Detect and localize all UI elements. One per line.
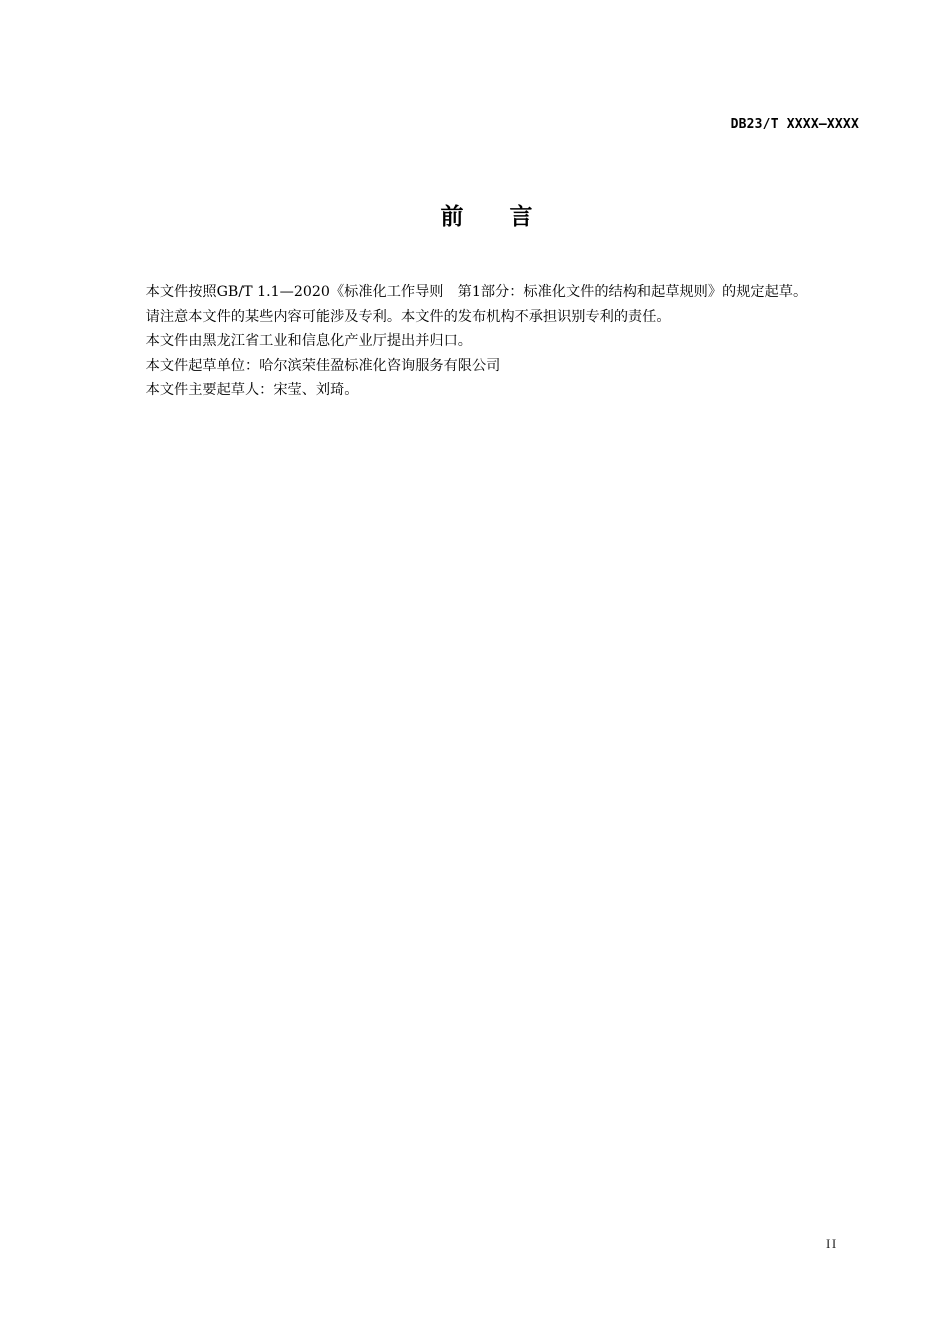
- document-code: DB23/T XXXX—XXXX: [730, 117, 859, 132]
- preface-paragraph-drafters: 本文件主要起草人：宋莹、刘琦。: [145, 382, 359, 398]
- preface-paragraph-proposer: 本文件由黑龙江省工业和信息化产业厅提出并归口。: [145, 333, 472, 349]
- preface-paragraph-drafting-rules: 本文件按照GB/T 1.1—2020《标准化工作导则 第1部分：标准化文件的结构和起草规则》的规定起草。: [145, 284, 808, 300]
- page-number: II: [826, 1236, 838, 1251]
- preface-body: [113, 280, 861, 403]
- preface-paragraph-drafting-unit: 本文件起草单位：哈尔滨荣佳盈标准化咨询服务有限公司: [145, 357, 501, 374]
- preface-paragraph-patent-notice: 请注意本文件的某些内容可能涉及专利。本文件的发布机构不承担识别专利的责任。: [145, 308, 671, 325]
- page-title: 前 言: [440, 204, 533, 230]
